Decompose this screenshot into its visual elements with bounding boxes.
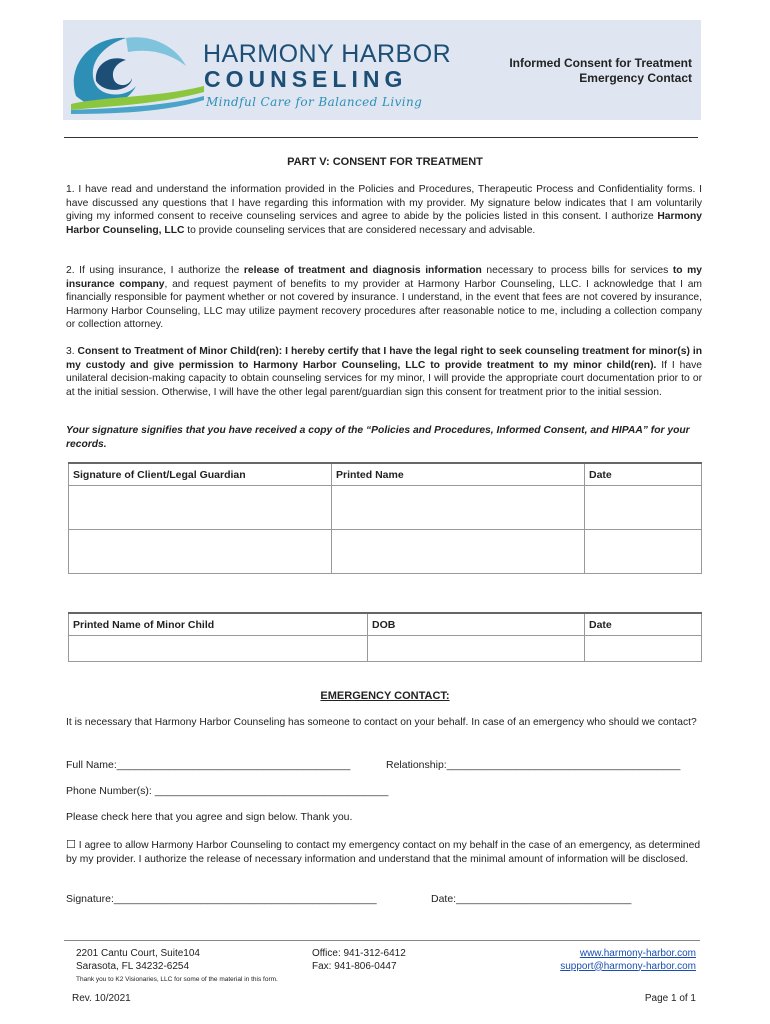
agree-statement	[66, 838, 702, 866]
consent-paragraph-3	[66, 345, 702, 399]
col-dob: DOB	[368, 613, 585, 636]
col-printed-name: Printed Name	[332, 463, 585, 486]
fax-number: Fax: 941-806-0447	[312, 960, 397, 972]
signature-cell[interactable]	[69, 486, 332, 530]
office-phone: Office: 941-312-6412	[312, 948, 406, 959]
signature-cell[interactable]	[69, 530, 332, 574]
col-minor-name: Printed Name of Minor Child	[69, 613, 368, 636]
phone-field[interactable]: Phone Number(s): ________________________________________	[66, 785, 389, 797]
page-number: Page 1 of 1	[644, 993, 696, 1004]
printed-name-cell[interactable]	[332, 486, 585, 530]
table-row	[69, 486, 702, 530]
p1-text: 1. I have read and understand the information provided in the Policies and Procedures, Therapeutic Process and Confidentiality forms. I have discussed any questions that I have regarding this information with my provider. My signature below indicates that I am voluntarily giving my informed consent to receive counseling services and agree to abide by the policies listed in this consent. I authorize	[66, 184, 702, 223]
date-cell[interactable]	[585, 486, 702, 530]
brand-tagline: Mindful Care for Balanced Living	[206, 95, 423, 109]
signature-note: Your signature signifies that you have received a copy of the “Policies and Procedures, Informed Consent, and HIPAA” for your records.	[66, 425, 690, 450]
table-row	[69, 636, 702, 662]
website-link[interactable]: www.harmony-harbor.com	[579, 948, 696, 959]
footer-address	[76, 948, 200, 973]
p3-bold: Consent to Treatment of Minor Child(ren): I hereby certify that I have the legal right to seek counseling treatment for minor(s) in my custody and give permission to Harmony Harbor Counseling, LLC to provide treatment to my minor child(ren).	[66, 346, 702, 371]
address-line1: 2201 Cantu Court, Suite104	[76, 948, 200, 959]
printed-name-cell[interactable]	[332, 530, 585, 574]
table-row	[69, 530, 702, 574]
brand-name-line2: COUNSELING	[204, 66, 408, 92]
brand-name-line1: HARMONY HARBOR	[203, 40, 452, 68]
p2-text: 2. If using insurance, I authorize the	[66, 265, 244, 276]
header-divider	[64, 137, 698, 138]
consent-paragraph-1	[66, 183, 702, 237]
col-date: Date	[585, 463, 702, 486]
full-name-field[interactable]: Full Name:________________________________________	[66, 759, 351, 771]
address-line2: Sarasota, FL 34232-6254	[76, 960, 190, 972]
p2-bold-2: to my insurance company	[66, 265, 702, 290]
p2-text-2: necessary to process bills for services	[481, 265, 673, 276]
form-title-line1: Informed Consent for Treatment	[509, 56, 692, 70]
consent-paragraph-2	[66, 264, 702, 332]
emergency-title: EMERGENCY CONTACT:	[320, 690, 450, 702]
p3-text: If I have unilateral decision-making capacity to obtain counseling services for my minor, I will provide the appropriate court documentation prior to or at the initial session. Otherwise, I will have the other legal parent/guardian sign this consent for treatment prior to the initial session.	[66, 359, 702, 398]
agree-text: I agree to allow Harmony Harbor Counseling to contact my emergency contact on my behalf in the case of an emergency, as determined by my provider. I authorize the release of necessary information and understand that the minimal amount of information will be disclosed.	[66, 840, 701, 865]
col-signature: Signature of Client/Legal Guardian	[69, 463, 332, 486]
date-cell[interactable]	[585, 636, 702, 662]
signature-field[interactable]: Signature:_____________________________________________	[66, 893, 377, 905]
p2-text-end: , and request payment of benefits to my provider at Harmony Harbor Counseling, LLC. I acknowledge that I am financially responsible for payment whether or not covered by insurance. I understand, in the event that fees are not covered by insurance, Harmony Harbor Counseling, LLC may utilize payment recovery procedures after reasonable notice to me, including a collection company or collection attorney.	[66, 278, 702, 331]
dob-cell[interactable]	[368, 636, 585, 662]
email-link[interactable]: support@harmony-harbor.com	[560, 960, 696, 972]
p2-bold-1: release of treatment and diagnosis information	[243, 265, 482, 276]
date-cell[interactable]	[585, 530, 702, 574]
minor-name-cell[interactable]	[69, 636, 368, 662]
revision-label: Rev. 10/2021	[72, 993, 131, 1004]
form-title	[509, 56, 692, 86]
p1-bold: Harmony Harbor Counseling, LLC	[66, 211, 702, 236]
p1-text-end: to provide counseling services that are considered necessary and advisable.	[184, 224, 536, 236]
relationship-field[interactable]: Relationship:________________________________________	[386, 759, 681, 771]
wave-logo-icon	[66, 26, 206, 116]
signature-table	[68, 462, 702, 574]
minor-child-table	[68, 612, 702, 662]
footer-links	[560, 948, 696, 973]
agree-checkbox[interactable]: ☐	[66, 838, 76, 851]
p3-number: 3.	[66, 346, 78, 357]
footer-phone	[312, 948, 406, 973]
col-date: Date	[585, 613, 702, 636]
emergency-intro: It is necessary that Harmony Harbor Counseling has someone to contact on your behalf. In case of an emergency who should we contact?	[66, 717, 697, 728]
date-field[interactable]: Date:______________________________	[431, 893, 632, 905]
footer-divider	[64, 940, 700, 941]
credit-note: Thank you to K2 Visionaries, LLC for some of the material in this form.	[76, 976, 278, 983]
part-title: PART V: CONSENT FOR TREATMENT	[287, 156, 483, 168]
form-title-line2: Emergency Contact	[579, 71, 692, 85]
check-instruction: Please check here that you agree and sign below. Thank you.	[66, 811, 353, 823]
